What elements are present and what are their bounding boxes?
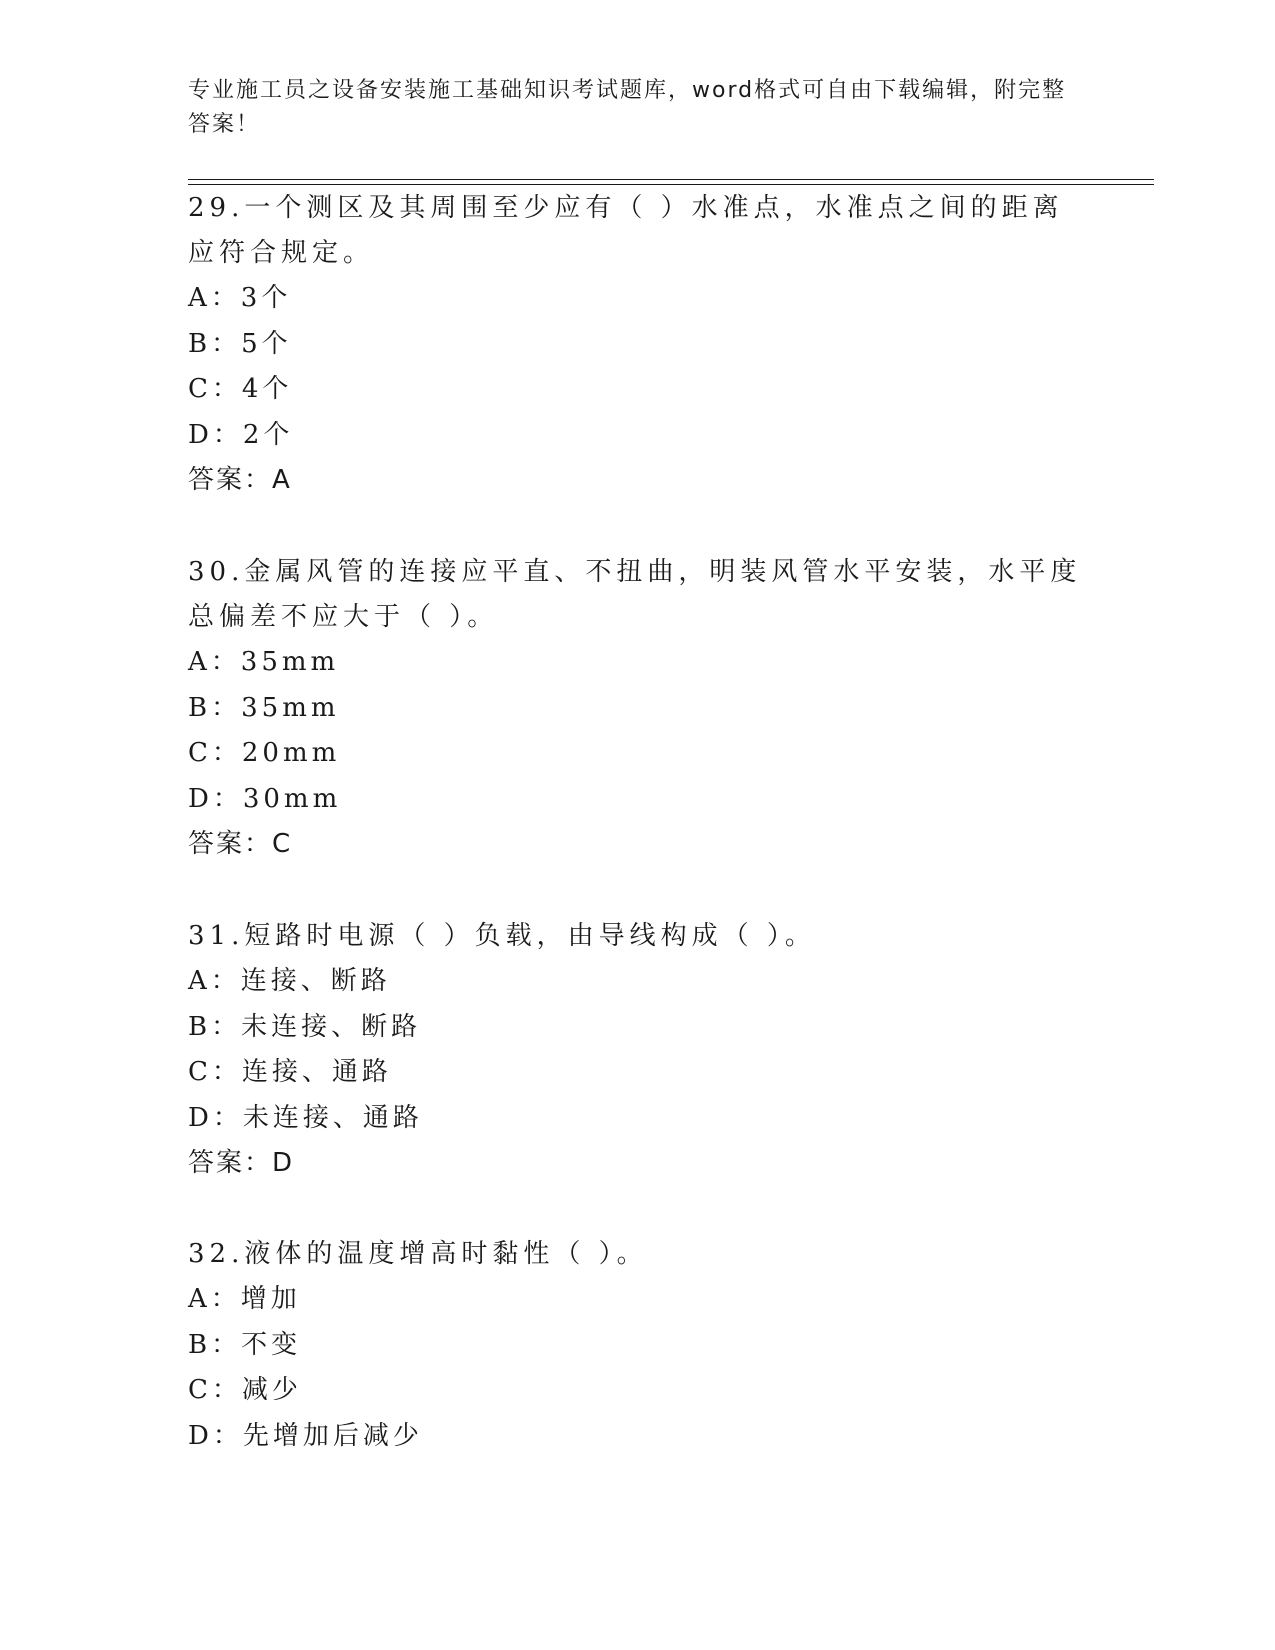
answer: 答案：C — [188, 829, 293, 859]
option-b: B：35mm — [188, 692, 340, 723]
option-d: D：2个 — [188, 419, 294, 450]
option-a: A：35mm — [188, 647, 340, 677]
question-31 — [188, 914, 1088, 1186]
question-stem: 31.短路时电源（ ）负载，由导线构成（ ）。 — [188, 921, 816, 951]
option-a: A：增加 — [188, 1284, 301, 1314]
option-b: B：不变 — [188, 1329, 302, 1360]
option-a: A：连接、断路 — [188, 966, 391, 996]
option-c: C：4个 — [188, 374, 293, 404]
option-d: D：未连接、通路 — [188, 1102, 423, 1133]
option-b: B：未连接、断路 — [188, 1011, 422, 1042]
option-b: B：5个 — [188, 328, 292, 359]
option-d: D：30mm — [188, 783, 342, 814]
question-32 — [188, 1232, 1088, 1459]
answer: 答案：D — [188, 1148, 295, 1178]
document-header: 专业施工员之设备安装施工基础知识考试题库，word格式可自由下载编辑，附完整答案！ — [188, 78, 1067, 137]
question-stem: 29.一个测区及其周围至少应有（ ）水准点，水准点之间的距离应符合规定。 — [188, 193, 1064, 268]
question-stem: 32.液体的温度增高时黏性（ ）。 — [188, 1239, 648, 1269]
option-c: C：减少 — [188, 1375, 302, 1405]
question-30 — [188, 550, 1088, 867]
option-a: A：3个 — [188, 283, 292, 313]
header-divider-bottom — [188, 184, 1154, 185]
option-c: C：20mm — [188, 738, 341, 768]
option-c: C：连接、通路 — [188, 1057, 392, 1087]
question-stem: 30.金属风管的连接应平直、不扭曲，明装风管水平安装，水平度总偏差不应大于（ ）。 — [188, 557, 1082, 632]
header-divider-top — [188, 179, 1154, 180]
answer: 答案：A — [188, 465, 292, 495]
option-d: D：先增加后减少 — [188, 1420, 423, 1451]
question-29 — [188, 186, 1088, 503]
